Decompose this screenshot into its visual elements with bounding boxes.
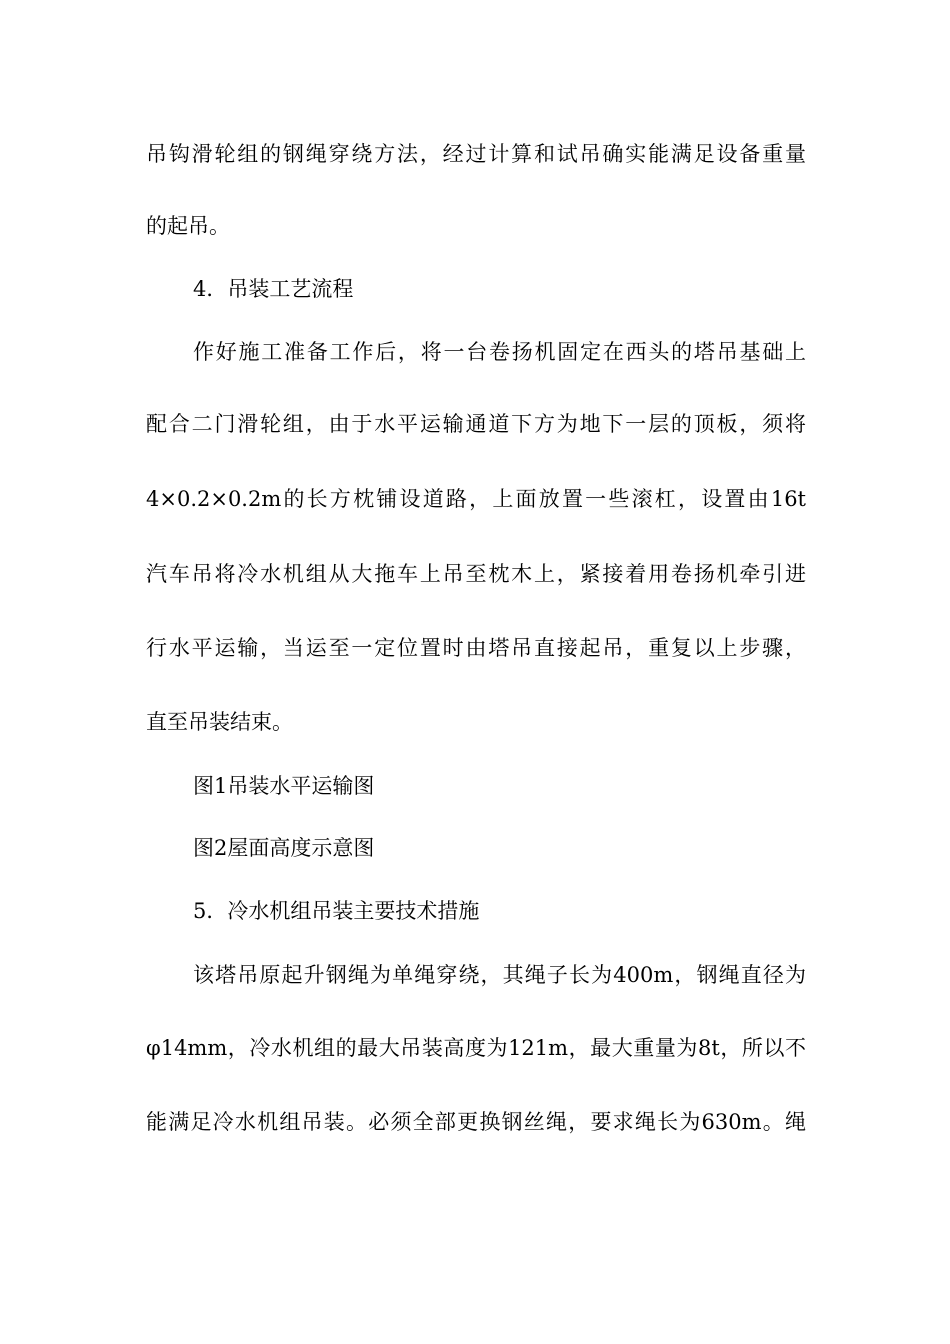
paragraph-line-10: φ14mm，冷水机组的最大吊装高度为121m，最大重量为8t，所以不	[146, 1036, 806, 1060]
figure-caption-2: 图2屋面高度示意图	[193, 836, 375, 860]
section-heading-4: 4．吊装工艺流程	[193, 277, 354, 301]
section-heading-5: 5．冷水机组吊装主要技术措施	[193, 899, 480, 923]
paragraph-line-5: 4×0.2×0.2m的长方枕铺设道路，上面放置一些滚杠，设置由16t	[146, 487, 806, 511]
paragraph-line-3: 作好施工准备工作后，将一台卷扬机固定在西头的塔吊基础上	[193, 340, 806, 364]
paragraph-line-2: 的起吊。	[146, 214, 230, 238]
figure-caption-1: 图1吊装水平运输图	[193, 774, 375, 798]
paragraph-line-4: 配合二门滑轮组，由于水平运输通道下方为地下一层的顶板，须将	[146, 412, 806, 436]
paragraph-line-8: 直至吊装结束。	[146, 710, 293, 734]
paragraph-line-9: 该塔吊原起升钢绳为单绳穿绕，其绳子长为400m，钢绳直径为	[193, 963, 806, 987]
paragraph-line-11: 能满足冷水机组吊装。必须全部更换钢丝绳，要求绳长为630m。绳	[146, 1110, 806, 1134]
paragraph-line-7: 行水平运输，当运至一定位置时由塔吊直接起吊，重复以上步骤，	[146, 636, 806, 660]
paragraph-line-1: 吊钩滑轮组的钢绳穿绕方法，经过计算和试吊确实能满足设备重量	[146, 142, 806, 166]
paragraph-line-6: 汽车吊将冷水机组从大拖车上吊至枕木上，紧接着用卷扬机牵引进	[146, 562, 806, 586]
